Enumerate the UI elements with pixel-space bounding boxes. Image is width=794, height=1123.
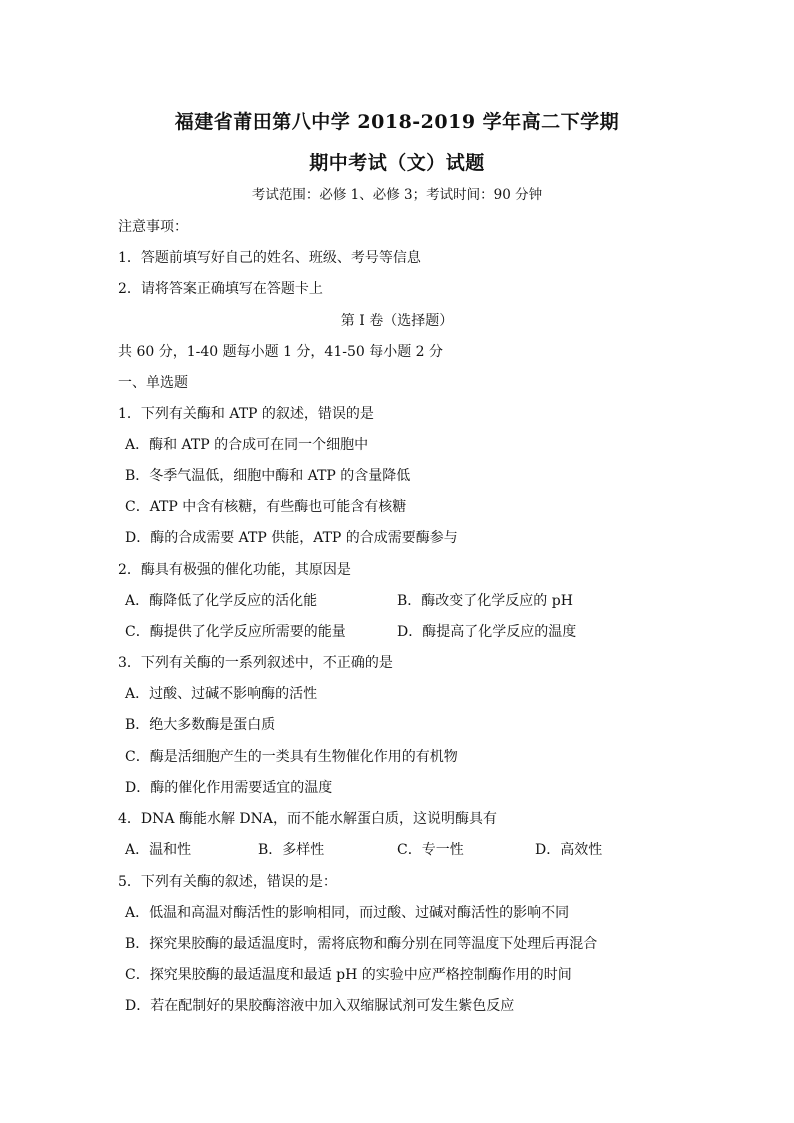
question-option: C．酶是活细胞产生的一类具有生物催化作用的有机物: [125, 749, 458, 765]
question-stem: 5．下列有关酶的叙述，错误的是：: [118, 874, 337, 890]
question-option: C．ATP 中含有核糖，有些酶也可能含有核糖: [125, 499, 407, 515]
question-stem: 2．酶具有极强的催化功能，其原因是: [118, 562, 351, 578]
question-option: B．探究果胶酶的最适温度时，需将底物和酶分别在同等温度下处理后再混合: [125, 936, 598, 952]
question-stem: 3．下列有关酶的一系列叙述中，不正确的是: [118, 655, 393, 671]
question-stem: 4．DNA 酶能水解 DNA，而不能水解蛋白质，这说明酶具有: [118, 811, 497, 827]
notice-heading: 注意事项：: [118, 219, 188, 235]
question-option: C．探究果胶酶的最适温度和最适 pH 的实验中应严格控制酶作用的时间: [125, 967, 572, 983]
question-option: B．绝大多数酶是蛋白质: [125, 717, 276, 733]
question-option: D．高效性: [535, 842, 603, 858]
exam-title: 福建省莆田第八中学 2018-2019 学年高二下学期: [174, 111, 620, 133]
question-option: D．酶提高了化学反应的温度: [397, 624, 577, 640]
question-option: A．酶降低了化学反应的活化能: [125, 593, 318, 609]
notice-item: 2．请将答案正确填写在答题卡上: [118, 281, 323, 297]
question-option: D．酶的合成需要 ATP 供能，ATP 的合成需要酶参与: [125, 530, 458, 546]
question-option: D．酶的催化作用需要适宜的温度: [125, 780, 333, 796]
notice-item: 1．答题前填写好自己的姓名、班级、考号等信息: [118, 250, 421, 266]
question-stem: 1．下列有关酶和 ATP 的叙述，错误的是: [118, 406, 374, 422]
question-option: B．冬季气温低，细胞中酶和 ATP 的含量降低: [125, 468, 411, 484]
section-title: 第 I 卷（选择题）: [340, 313, 454, 329]
question-option: C．专一性: [397, 842, 464, 858]
question-option: A．酶和 ATP 的合成可在同一个细胞中: [125, 437, 369, 453]
question-option: A．过酸、过碱不影响酶的活性: [125, 686, 318, 702]
question-option: B．多样性: [258, 842, 325, 858]
score-info: 共 60 分，1-40 题每小题 1 分，41-50 每小题 2 分: [118, 344, 444, 360]
question-option: B．酶改变了化学反应的 pH: [397, 593, 573, 609]
exam-info: 考试范围：必修 1、必修 3；考试时间：90 分钟: [251, 187, 543, 203]
question-option: A．低温和高温对酶活性的影响相同，而过酸、过碱对酶活性的影响不同: [125, 905, 570, 921]
exam-subtitle: 期中考试（文）试题: [309, 152, 485, 174]
question-option: D．若在配制好的果胶酶溶液中加入双缩脲试剂可发生紫色反应: [125, 998, 515, 1014]
question-option: A．温和性: [125, 842, 192, 858]
part-heading: 一、单选题: [118, 375, 188, 391]
question-option: C．酶提供了化学反应所需要的能量: [125, 624, 346, 640]
